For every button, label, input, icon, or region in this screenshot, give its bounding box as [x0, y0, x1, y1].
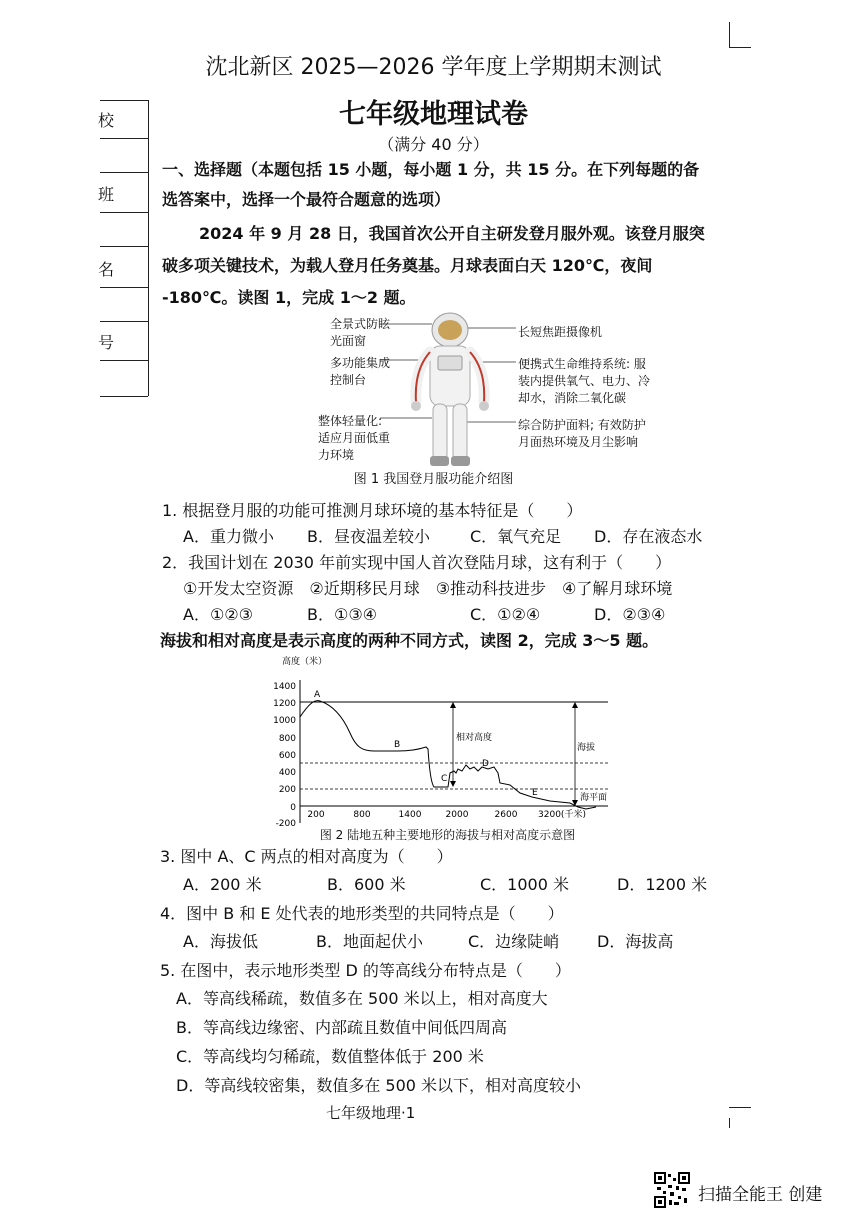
intro-line3: -180℃。读图 1，完成 1～2 题。: [162, 288, 416, 307]
fig2-ytick: -200: [275, 819, 296, 829]
fig1-label-fabric-b: 月面热环境及月尘影响: [518, 435, 639, 449]
fig1-label-console-b: 控制台: [330, 373, 367, 387]
fig2-ytick: 1000: [273, 716, 296, 726]
section1-heading-line1: 一、选择题（本题包括 15 小题，每小题 1 分，共 15 分。在下列每题的备: [162, 160, 700, 179]
margin-rule: [100, 287, 148, 288]
fig2-ytick: 200: [278, 785, 296, 795]
q4-stem: 4．图中 B 和 E 处代表的地形类型的共同特点是（ ）: [160, 904, 564, 923]
q2-option-a: A．①②③: [183, 605, 253, 624]
fig2-point-d: D: [482, 759, 489, 769]
school-label: 校: [98, 111, 115, 130]
q1-option-c: C．氧气充足: [470, 527, 562, 546]
figure2-terrain-profile: [270, 655, 615, 830]
q4-option-c: C．边缘陡峭: [468, 932, 560, 951]
margin-rule: [100, 246, 148, 247]
fig2-arrowhead: [450, 702, 456, 708]
q2-option-b: B．①③④: [307, 605, 378, 624]
fig2-xtick: 1400: [398, 810, 422, 820]
score-note: （满分 40 分）: [378, 135, 489, 154]
q3-stem: 3. 图中 A、C 两点的相对高度为（ ）: [160, 847, 453, 866]
margin-rule: [100, 100, 148, 101]
intro-line1: 2024 年 9 月 28 日，我国首次公开自主研发登月服外观。该登月服突: [199, 224, 705, 243]
fig2-arrowhead: [450, 781, 456, 787]
fig1-label-fabric-a: 综合防护面料; 有效防护: [518, 418, 646, 432]
intro-line2: 破多项关键技术，为载人登月任务奠基。月球表面白天 120℃，夜间: [162, 256, 653, 275]
fig2-ytick: 0: [290, 803, 296, 813]
qr-code-icon: [654, 1172, 690, 1208]
q1-option-b: B．昼夜温差较小: [307, 527, 430, 546]
fig1-label-light-c: 力环境: [318, 448, 355, 462]
q5-option-c: C．等高线均匀稀疏，数值整体低于 200 米: [176, 1047, 484, 1066]
fig1-label-visor-a: 全景式防眩: [330, 317, 391, 331]
fig2-point-a: A: [314, 690, 321, 700]
fig1-label-light-a: 整体轻量化:: [318, 414, 383, 428]
fig2-arrowhead: [572, 702, 578, 708]
fig2-sea-level-label: 海平面: [580, 793, 608, 803]
margin-rule: [100, 321, 148, 322]
fig2-ytick: 400: [278, 768, 296, 778]
fig1-label-light-b: 适应月面低重: [318, 431, 391, 445]
q3-option-d: D．1200 米: [617, 875, 708, 894]
q2-option-d: D．②③④: [594, 605, 666, 624]
fig1-label-camera: 长短焦距摄像机: [518, 325, 603, 339]
q2-option-c: C．①②④: [470, 605, 541, 624]
subject-title: 七年级地理试卷: [339, 99, 528, 130]
page-label: 七年级地理·1: [326, 1104, 416, 1122]
spacesuit-illustration: [380, 310, 520, 470]
q2-items: ①开发太空资源 ②近期移民月球 ③推动科技进步 ④了解月球环境: [183, 579, 673, 598]
corner-mark-top-right-h: [729, 47, 751, 48]
margin-rule: [100, 172, 148, 173]
fig1-label-life-a: 便携式生命维持系统: 服: [518, 357, 646, 371]
fig2-altitude-label: 海拔: [577, 743, 596, 753]
figure1-caption: 图 1 我国登月服功能介绍图: [353, 472, 514, 487]
fig1-label-life-b: 装内提供氧气、电力、冷: [518, 374, 651, 388]
q3-option-b: B．600 米: [327, 875, 406, 894]
fig2-xtick: 200: [307, 810, 325, 820]
class-label: 班: [98, 185, 115, 204]
q3-option-a: A．200 米: [183, 875, 262, 894]
margin-rule: [100, 396, 148, 397]
fig2-point-c: C: [441, 774, 448, 784]
fig2-relative-height-label: 相对高度: [456, 733, 493, 743]
q1-option-a: A．重力微小: [183, 527, 274, 546]
section1-heading-line2: 选答案中，选择一个最符合题意的选项）: [162, 190, 451, 209]
fig2-arrowhead: [572, 800, 578, 806]
q4-option-a: A．海拔低: [183, 932, 258, 951]
fig2-ylabel: 高度（米）: [282, 657, 328, 667]
q4-option-b: B．地面起伏小: [316, 932, 423, 951]
q1-stem: 1. 根据登月服的功能可推测月球环境的基本特征是（ ）: [162, 501, 583, 520]
fig2-ytick: 1400: [273, 682, 296, 692]
fig1-label-visor-b: 光面窗: [330, 334, 367, 348]
q4-option-d: D．海拔高: [597, 932, 674, 951]
margin-rule: [100, 138, 148, 139]
figure2-caption: 图 2 陆地五种主要地形的海拔与相对高度示意图: [319, 828, 576, 842]
margin-rule: [100, 212, 148, 213]
q5-option-d: D．等高线较密集，数值多在 500 米以下，相对高度较小: [176, 1076, 582, 1095]
q5-option-b: B．等高线边缘密、内部疏且数值中间低四周高: [176, 1018, 507, 1037]
q3-option-c: C．1000 米: [480, 875, 569, 894]
exam-title: 沈北新区 2025—2026 学年度上学期期末测试: [205, 55, 662, 80]
q5-stem: 5. 在图中，表示地形类型 D 的等高线分布特点是（ ）: [160, 961, 571, 980]
intro-q3-5: 海拔和相对高度是表示高度的两种不同方式，读图 2，完成 3～5 题。: [160, 631, 659, 650]
fig2-xtick: 800: [353, 810, 371, 820]
fig2-xtick: 2000: [445, 810, 469, 820]
fig2-point-e: E: [532, 788, 538, 798]
scanner-watermark: 扫描全能王 创建: [698, 1185, 823, 1205]
fig2-xtick: 2600: [494, 810, 518, 820]
name-label: 名: [98, 260, 115, 279]
fig2-ytick: 600: [278, 751, 296, 761]
fig1-label-console-a: 多功能集成: [330, 356, 391, 370]
fig2-ytick: 1200: [273, 699, 296, 709]
number-label: 号: [98, 333, 115, 352]
fig2-terrain-line: [300, 701, 596, 809]
q1-option-d: D．存在液态水: [594, 527, 703, 546]
corner-mark-bottom-right: [729, 1107, 751, 1108]
binding-margin-line: [148, 100, 149, 396]
corner-mark-top-right: [729, 22, 730, 48]
fig2-ytick: 800: [278, 734, 296, 744]
margin-rule: [100, 360, 148, 361]
q5-option-a: A．等高线稀疏，数值多在 500 米以上，相对高度大: [176, 989, 548, 1008]
q2-stem: 2．我国计划在 2030 年前实现中国人首次登陆月球，这有利于（ ）: [162, 553, 672, 572]
fig2-xtick: 3200(千米): [538, 810, 586, 820]
fig2-point-b: B: [394, 740, 401, 750]
corner-mark-bottom-right-v: [729, 1118, 730, 1128]
fig1-label-life-c: 却水，消除二氧化碳: [518, 391, 627, 405]
